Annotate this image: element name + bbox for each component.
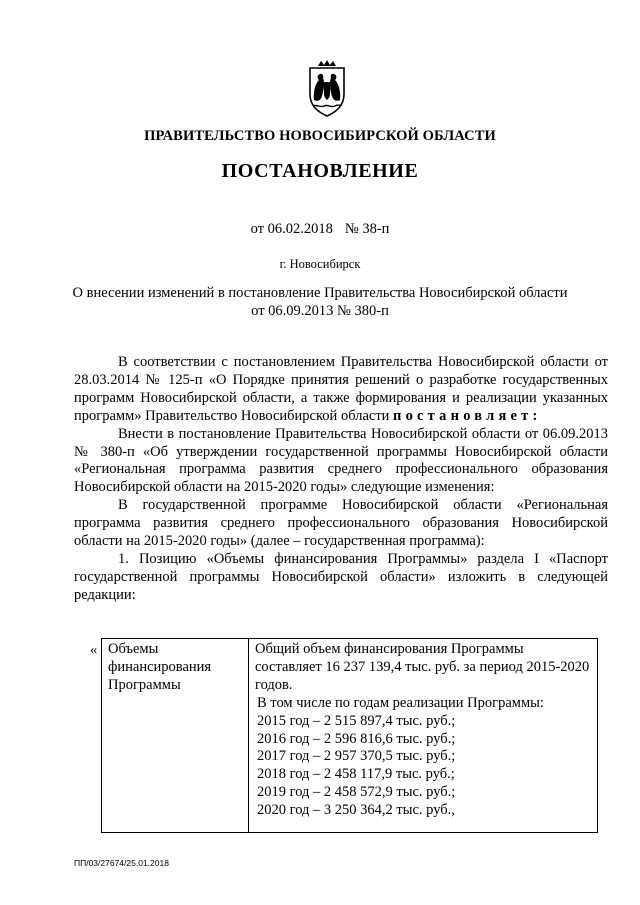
subject-line-2: от 06.09.2013 № 380-п <box>251 303 389 319</box>
open-quote: « <box>90 642 98 658</box>
decree-word: постановляет <box>393 407 533 424</box>
document-city: г. Новосибирск <box>279 257 361 271</box>
financing-year-2017: 2017 год – 2 957 370,5 тыс. руб.; <box>257 748 456 765</box>
document-body <box>74 354 608 605</box>
coat-of-arms-icon <box>302 60 352 118</box>
paragraph-preamble <box>74 354 608 426</box>
paragraph-amend: Внести в постановление Правительства Новосибирской области от 06.09.2013 № 380-п «Об утверждении государственной программы Новосибирской области «Региональная программа развития среднего профессионального образования Новосибирской области на 2015-2020 годы» следующие изменения: <box>74 425 608 496</box>
organization-title: ПРАВИТЕЛЬСТВО НОВОСИБИРСКОЙ ОБЛАСТИ <box>144 128 496 144</box>
document-number: № 38-п <box>344 221 390 237</box>
document-number-line <box>0 221 640 238</box>
subject-line-1: О внесении изменений в постановление Правительства Новосибирской области <box>72 285 568 301</box>
financing-total: Общий объем финансирования Программы составляет 16 237 139,4 тыс. руб. за период 2015-2020 годов. <box>255 641 590 693</box>
paragraph-item-1: 1. Позицию «Объемы финансирования Программы» раздела I «Паспорт государственной программы Новосибирской области» изложить в следующей редакции: <box>74 550 608 603</box>
table-row <box>102 639 598 833</box>
financing-year-2019: 2019 год – 2 458 572,9 тыс. руб.; <box>257 784 456 801</box>
document-date: от 06.02.2018 <box>250 221 333 237</box>
financing-label-cell: Объемы финансирования Программы <box>102 639 249 833</box>
decree-colon: : <box>532 407 538 424</box>
financing-year-2020: 2020 год – 3 250 364,2 тыс. руб., <box>257 802 455 819</box>
financing-by-year-intro: В том числе по годам реализации Программы: <box>257 694 544 711</box>
financing-year-2016: 2016 год – 2 596 816,6 тыс. руб.; <box>257 730 456 747</box>
document-footer-code: ПП/03/27674/25.01.2018 <box>74 858 169 868</box>
document-type-title: ПОСТАНОВЛЕНИЕ <box>221 160 419 182</box>
financing-value-cell <box>249 639 598 833</box>
financing-year-2018: 2018 год – 2 458 117,9 тыс. руб.; <box>257 766 455 783</box>
financing-table <box>101 638 598 833</box>
paragraph-program: В государственной программе Новосибирской области «Региональная программа развития среднего профессионального образования Новосибирской области на 2015-2020 годы» (далее – государственная программа): <box>74 497 608 550</box>
preamble-text: В соответствии с постановлением Правительства Новосибирской области от 28.03.2014 № 125-п «О Порядке принятия решений о разработке государственных программ Новосибирской области, а также формирования и реализации указанных программ» Правительство Новосибирской области <box>74 354 608 424</box>
financing-year-2015: 2015 год – 2 515 897,4 тыс. руб.; <box>257 712 456 729</box>
document-subject <box>0 284 640 320</box>
